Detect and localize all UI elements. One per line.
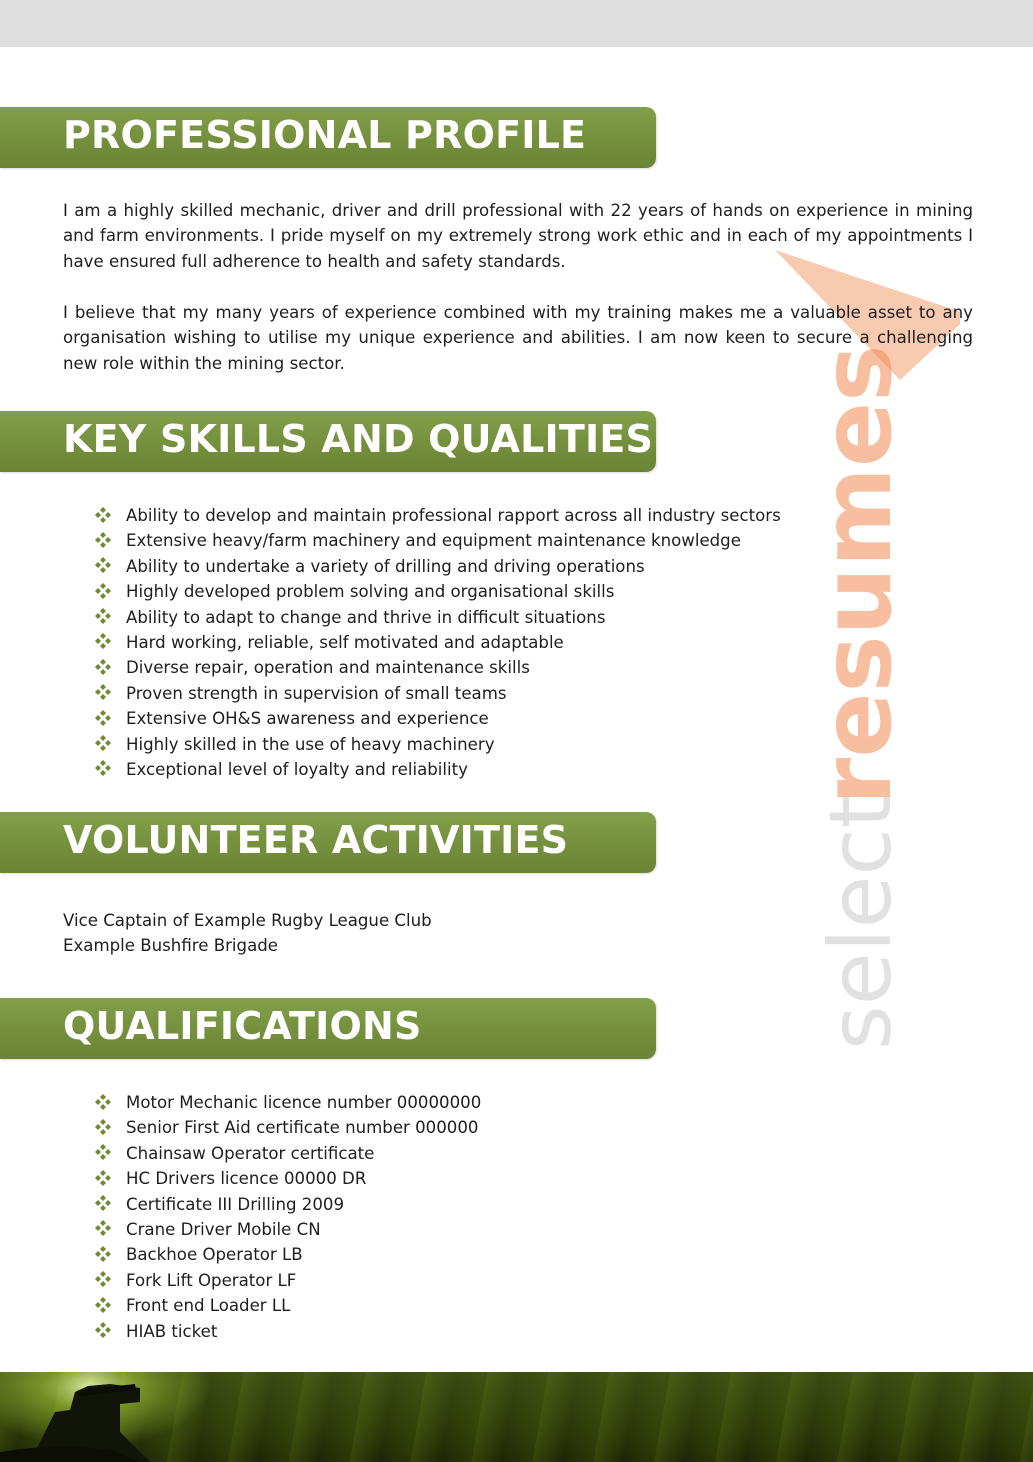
list-item — [95, 706, 781, 731]
list-item-text: Exceptional level of loyalty and reliability — [126, 759, 468, 779]
list-item — [95, 554, 781, 579]
diamond-bullet-icon — [95, 760, 111, 776]
list-item — [95, 1242, 481, 1267]
watermark-select-text: select — [811, 794, 911, 1050]
list-item-text: Crane Driver Mobile CN — [126, 1219, 321, 1239]
skills-header — [0, 411, 656, 472]
list-item-text: Ability to develop and maintain professional rapport across all industry sectors — [126, 506, 781, 525]
volunteer-list — [63, 908, 432, 959]
diamond-bullet-icon — [95, 1094, 111, 1110]
diamond-bullet-icon — [95, 557, 111, 573]
list-item — [95, 655, 781, 680]
diamond-bullet-icon — [95, 1322, 111, 1338]
diamond-bullet-icon — [95, 1119, 111, 1135]
diamond-bullet-icon — [95, 659, 111, 675]
list-item-text: Motor Mechanic licence number 00000000 — [126, 1093, 482, 1112]
list-item — [95, 1293, 481, 1318]
list-item — [95, 1166, 481, 1191]
diamond-bullet-icon — [95, 608, 111, 624]
diamond-bullet-icon — [95, 507, 111, 523]
list-item — [95, 1319, 481, 1344]
qualifications-heading: QUALIFICATIONS — [63, 1004, 422, 1048]
list-item-text: HIAB ticket — [126, 1321, 218, 1341]
qualifications-header — [0, 998, 656, 1059]
list-item-text: Highly skilled in the use of heavy machinery — [126, 734, 495, 754]
list-item-text: Chainsaw Operator certificate — [126, 1143, 375, 1163]
list-item — [95, 605, 781, 630]
drill-rig-silhouette-icon — [0, 1372, 200, 1462]
top-bar — [0, 0, 1033, 47]
volunteer-header — [0, 812, 656, 873]
profile-header — [0, 107, 656, 168]
profile-paragraph-2: I believe that my many years of experience combined with my training makes me a valuable asset to any organisation wishing to utilise my unique experience and abilities. I am now keen to secure a challenging new role within the mining sector. — [63, 303, 973, 373]
list-item — [95, 1268, 481, 1293]
list-item-text: Ability to adapt to change and thrive in difficult situations — [126, 607, 606, 627]
list-item — [95, 1090, 481, 1115]
list-item — [95, 757, 781, 782]
list-item — [95, 579, 781, 604]
diamond-bullet-icon — [95, 1246, 111, 1262]
footer-drill-rig-photo — [0, 1372, 1033, 1462]
diamond-bullet-icon — [95, 735, 111, 751]
skills-list — [95, 503, 781, 782]
list-item-text: Certificate III Drilling 2009 — [126, 1194, 345, 1214]
diamond-bullet-icon — [95, 1271, 111, 1287]
diamond-bullet-icon — [95, 684, 111, 700]
list-item-text: Front end Loader LL — [126, 1296, 291, 1316]
list-item-text: Highly developed problem solving and organisational skills — [126, 582, 615, 602]
list-item — [95, 1192, 481, 1217]
list-item — [95, 630, 781, 655]
list-item — [95, 1141, 481, 1166]
diamond-bullet-icon — [95, 1144, 111, 1160]
list-item-text: HC Drivers licence 00000 DR — [126, 1169, 367, 1189]
diamond-bullet-icon — [95, 1170, 111, 1186]
volunteer-item: Example Bushfire Brigade — [63, 936, 278, 956]
volunteer-item: Vice Captain of Example Rugby League Club — [63, 911, 432, 930]
list-item-text: Ability to undertake a variety of drilling and driving operations — [126, 556, 645, 576]
diamond-bullet-icon — [95, 633, 111, 649]
watermark-resumes-text: resumes — [801, 344, 913, 805]
profile-heading: PROFESSIONAL PROFILE — [63, 113, 587, 157]
list-item-text: Extensive heavy/farm machinery and equipment maintenance knowledge — [126, 531, 741, 551]
diamond-bullet-icon — [95, 1297, 111, 1313]
list-item — [95, 1115, 481, 1140]
list-item-text: Senior First Aid certificate number 000000 — [126, 1118, 479, 1138]
profile-paragraph-1: I am a highly skilled mechanic, driver and drill professional with 22 years of hands on experience in mining and farm environments. I pride myself on my extremely strong work ethic and in each of my appointments I have ensured full adherence to health and safety standards. — [63, 201, 973, 271]
list-item-text: Backhoe Operator LB — [126, 1245, 303, 1265]
skills-heading: KEY SKILLS AND QUALITIES — [63, 417, 654, 461]
list-item — [95, 1217, 481, 1242]
list-item-text: Hard working, reliable, self motivated and adaptable — [126, 632, 564, 652]
diamond-bullet-icon — [95, 1195, 111, 1211]
list-item-text: Diverse repair, operation and maintenance skills — [126, 658, 530, 678]
diamond-bullet-icon — [95, 583, 111, 599]
diamond-bullet-icon — [95, 532, 111, 548]
qualifications-list — [95, 1090, 481, 1344]
list-item-text: Fork Lift Operator LF — [126, 1270, 297, 1290]
list-item-text: Extensive OH&S awareness and experience — [126, 709, 489, 729]
diamond-bullet-icon — [95, 1220, 111, 1236]
list-item-text: Proven strength in supervision of small teams — [126, 683, 507, 703]
list-item — [95, 503, 781, 528]
diamond-bullet-icon — [95, 710, 111, 726]
list-item — [95, 528, 781, 553]
list-item — [95, 681, 781, 706]
volunteer-heading: VOLUNTEER ACTIVITIES — [63, 818, 569, 862]
list-item — [95, 732, 781, 757]
